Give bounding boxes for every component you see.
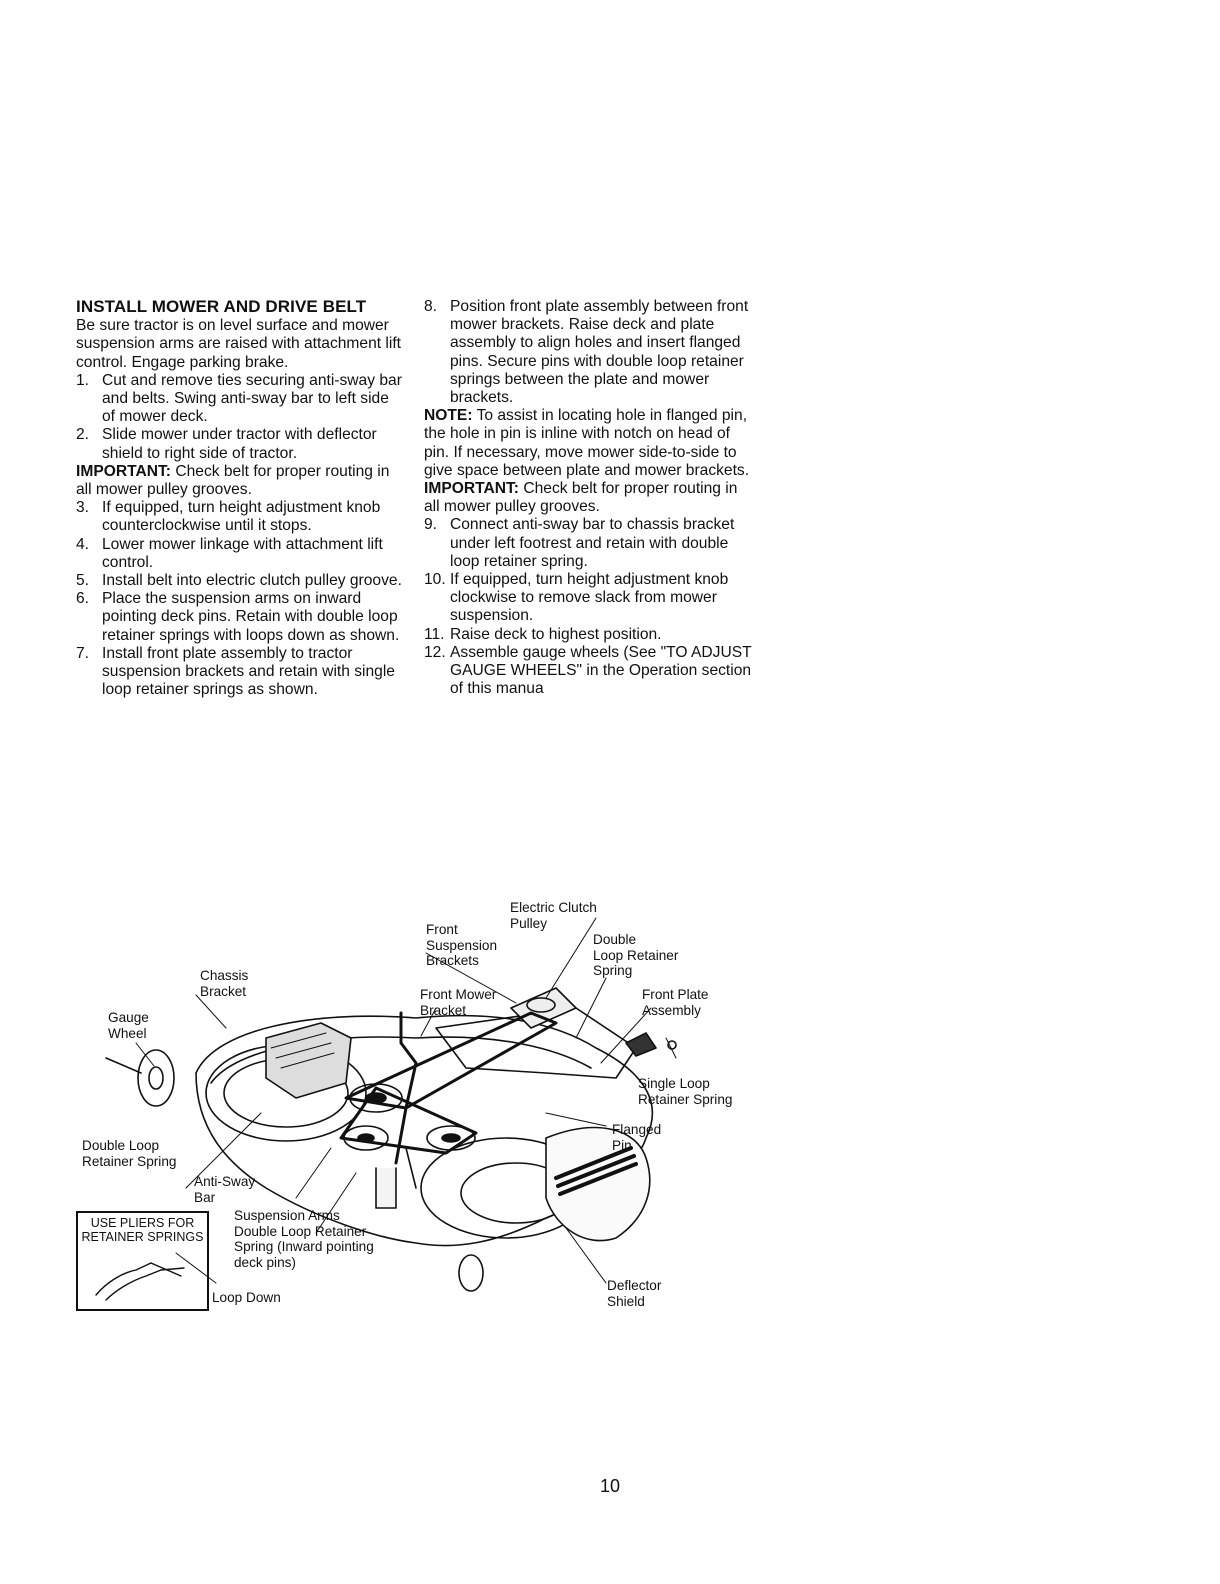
- note-label: NOTE:: [424, 407, 473, 425]
- label-anti-sway-bar: Anti-Sway Bar: [194, 1174, 256, 1205]
- step-item: [76, 572, 406, 590]
- label-double-loop-retainer-spring: Double Loop Retainer Spring: [593, 932, 679, 978]
- label-front-plate-assembly: Front Plate Assembly: [642, 987, 709, 1018]
- right-column: [424, 298, 754, 698]
- step-text: Position front plate assembly between front mower brackets. Raise deck and plate assembly to align holes and insert flanged pins. Secure pins with double loop retainer springs between the plate and mower brackets.: [450, 298, 749, 407]
- label-deflector-shield: Deflector Shield: [607, 1278, 662, 1309]
- step-number: 6.: [76, 590, 90, 608]
- label-flanged-pin: Flanged Pin: [612, 1122, 662, 1153]
- left-column: [76, 298, 406, 699]
- mower-installation-figure: [76, 898, 756, 1318]
- note-text: To assist in locating hole in flanged pin, the hole in pin is inline with notch on head of pin. If necessary, move mower side-to-side to give space between plate and mower brackets.: [424, 407, 750, 479]
- note-paragraph: [424, 407, 754, 480]
- label-double-loop-retainer-spring-left: Double Loop Retainer Spring: [82, 1138, 177, 1169]
- label-gauge-wheel: Gauge Wheel: [108, 1010, 149, 1041]
- label-chassis-bracket: Chassis Bracket: [200, 968, 249, 999]
- step-number: 11.: [424, 625, 445, 643]
- electric-clutch-pulley-shape: [511, 988, 576, 1028]
- step-item: [424, 571, 754, 626]
- label-front-suspension-brackets: Front Suspension Brackets: [426, 922, 498, 968]
- step-number: 1.: [76, 371, 90, 389]
- important-label: IMPORTANT:: [76, 462, 171, 480]
- label-front-mower-bracket: Front Mower Bracket: [420, 987, 497, 1018]
- step-text: Cut and remove ties securing anti-sway bar and belts. Swing anti-sway bar to left side of mower deck.: [102, 371, 402, 426]
- step-number: 2.: [76, 426, 90, 444]
- step-item: [76, 645, 406, 700]
- step-item: [76, 372, 406, 427]
- step-text: Raise deck to highest position.: [450, 625, 662, 643]
- important-note: [76, 463, 406, 499]
- label-loop-down: Loop Down: [212, 1290, 281, 1305]
- important-label: IMPORTANT:: [424, 480, 519, 498]
- label-suspension-arms: Suspension Arms Double Loop Retainer Spring (Inward pointing deck pins): [234, 1208, 374, 1270]
- step-item: [76, 590, 406, 645]
- step-number: 12.: [424, 643, 446, 661]
- step-number: 5.: [76, 572, 90, 590]
- important-text: Check belt for proper routing in all mower pulley grooves.: [424, 480, 738, 516]
- step-number: 8.: [424, 298, 438, 315]
- step-text: Install belt into electric clutch pulley groove.: [102, 572, 402, 590]
- pliers-tip-text: USE PLIERS FOR RETAINER SPRINGS: [81, 1216, 204, 1244]
- label-single-loop-retainer-spring: Single Loop Retainer Spring: [638, 1076, 733, 1107]
- step-item: [424, 626, 754, 644]
- step-text: Lower mower linkage with attachment lift control.: [102, 535, 383, 571]
- step-number: 10.: [424, 571, 446, 589]
- step-text: If equipped, turn height adjustment knob counterclockwise until it stops.: [102, 499, 381, 535]
- step-text: Slide mower under tractor with deflector shield to right side of tractor.: [102, 426, 377, 462]
- step-item: [424, 516, 754, 571]
- step-text: Connect anti-sway bar to chassis bracket under left footrest and retain with double loop retainer spring.: [450, 516, 735, 570]
- step-item: [76, 536, 406, 572]
- step-text: Install front plate assembly to tractor suspension brackets and retain with single loop retainer springs as shown.: [102, 644, 395, 699]
- step-number: 3.: [76, 499, 90, 517]
- page-number: 10: [599, 1476, 621, 1496]
- step-text: Place the suspension arms on inward pointing deck pins. Retain with double loop retainer springs with loops down as shown.: [102, 590, 400, 644]
- label-electric-clutch-pulley: Electric Clutch Pulley: [510, 900, 597, 931]
- pliers-tip-box: [76, 1211, 209, 1311]
- step-item: [424, 644, 754, 699]
- section-title: INSTALL MOWER AND DRIVE BELT: [76, 297, 367, 316]
- step-item: [76, 499, 406, 535]
- anti-sway-bar-shape: [396, 1013, 416, 1163]
- step-text: If equipped, turn height adjustment knob clockwise to remove slack from mower suspension.: [450, 571, 729, 625]
- step-item: [76, 426, 406, 462]
- step-number: 7.: [76, 644, 90, 662]
- step-number: 9.: [424, 516, 438, 534]
- step-item: [424, 298, 754, 407]
- important-text: Check belt for proper routing in all mower pulley grooves.: [76, 462, 390, 499]
- step-text: Assemble gauge wheels (See "TO ADJUST GAUGE WHEELS" in the Operation section of this manua: [450, 643, 752, 698]
- step-number: 4.: [76, 535, 90, 553]
- gauge-wheel-shape: [138, 1050, 174, 1106]
- intro-paragraph: Be sure tractor is on level surface and mower suspension arms are raised with attachment lift control. Engage parking brake.: [76, 317, 402, 371]
- important-note: [424, 480, 754, 516]
